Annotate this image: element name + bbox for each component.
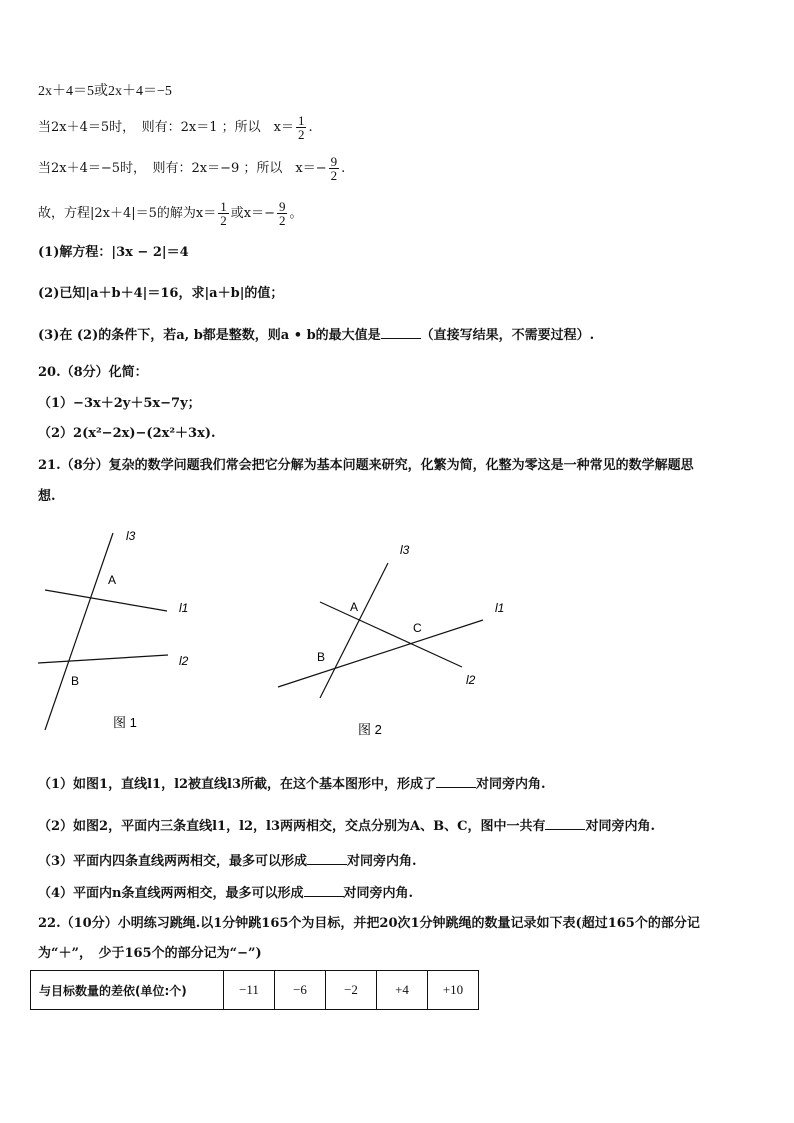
fraction: $\frac{9}{2}$ <box>278 199 286 228</box>
line-l3 <box>320 563 388 698</box>
q19-part-1: (1)解方程：|3x − 2|＝4 <box>38 245 189 260</box>
figure-caption: 图 2 <box>358 722 382 737</box>
solution-line-4: 故，方程|2x＋4|＝5的解为x＝ $\frac{1}{2}$ 或x＝− $\frac{9}{2}$ 。 <box>38 199 303 228</box>
q19-part-3: (3)在 (2)的条件下，若a, b都是整数，则a • b的最大值是 （直接写结果，不需要过程）. <box>38 328 595 343</box>
solution-line-3: 当2x＋4＝−5时， 则有：2x＝−9 ；所以 x＝− $\frac{9}{2}$ . <box>38 154 346 183</box>
answer-blank[interactable] <box>436 775 476 788</box>
figure-caption: 图 1 <box>113 715 137 730</box>
q20-title: 20.（8分）化简： <box>38 365 148 380</box>
solution-line-2-text: 当2x＋4＝5时， 则有：2x＝1 ；所以 x＝ <box>38 120 294 135</box>
point-c-label: C <box>413 621 422 635</box>
label-l3: l3 <box>126 529 136 543</box>
q21-title-line-2: 想. <box>38 489 56 504</box>
solution-line-3-text: 当2x＋4＝−5时， 则有：2x＝−9 ；所以 x＝− <box>38 161 327 176</box>
solution-line-2: 当2x＋4＝5时， 则有：2x＝1 ；所以 x＝ $\frac{1}{2}$ . <box>38 113 313 142</box>
q20-part-1: （1）−3x＋2y＋5x−7y； <box>38 396 201 411</box>
fraction: $\frac{1}{2}$ <box>220 199 227 228</box>
q21-part-4: （4）平面内n条直线两两相交，最多可以形成 对同旁内角. <box>38 886 414 901</box>
solution-line-4-text: 故，方程|2x＋4|＝5的解为x＝ <box>38 206 217 221</box>
table-cell: +4 <box>377 971 428 1010</box>
fraction: $\frac{1}{2}$ <box>297 113 305 142</box>
q20-part-2: （2）2(x²−2x)−(2x²＋3x). <box>38 426 216 441</box>
q22-title-line-1: 22.（10分）小明练习跳绳.以1分钟跳165个为目标，并把20次1分钟跳绳的数量记录如下表(超过165个的部分记 <box>38 916 700 931</box>
table-cell: −11 <box>224 971 275 1010</box>
line-l2 <box>320 602 462 667</box>
label-l3: l3 <box>400 543 410 557</box>
answer-blank[interactable] <box>307 852 347 865</box>
table-cell: −6 <box>275 971 326 1010</box>
q21-title-line-1: 21.（8分）复杂的数学问题我们常会把它分解为基本问题来研究，化繁为简，化整为零这是一种常见的数学解题思 <box>38 458 694 473</box>
table-row <box>31 971 479 1010</box>
table-header-cell: 与目标数量的差依(单位:个) <box>31 971 224 1010</box>
line-l1 <box>45 590 167 611</box>
q19-part-2: (2)已知|a＋b＋4|＝16，求|a＋b|的值； <box>38 286 284 301</box>
table-cell: −2 <box>326 971 377 1010</box>
q22-title-line-2: 为“＋”， 少于165个的部分记为“−”) <box>38 946 262 961</box>
label-l1: l1 <box>495 601 505 615</box>
line-l3 <box>45 533 113 730</box>
line-l2 <box>38 655 168 663</box>
point-b-label: B <box>71 674 80 688</box>
q21-part-1: （1）如图1，直线l1，l2被直线l3所截，在这个基本图形中，形成了 对同旁内角. <box>38 777 546 792</box>
point-a-label: A <box>108 573 117 587</box>
fraction: $\frac{9}{2}$ <box>330 154 338 183</box>
q21-part-3: （3）平面内四条直线两两相交，最多可以形成 对同旁内角. <box>38 854 417 869</box>
answer-blank[interactable] <box>304 884 344 897</box>
point-a-label: A <box>350 600 359 614</box>
label-l2: l2 <box>179 654 189 668</box>
jump-rope-table <box>30 970 479 1010</box>
table-cell: +10 <box>428 971 479 1010</box>
figure-2 <box>260 530 520 740</box>
q21-part-2: （2）如图2，平面内三条直线l1，l2，l3两两相交，交点分别为A、B、C，图中一共有 对同旁内角. <box>38 819 655 834</box>
label-l1: l1 <box>179 601 189 615</box>
label-l2: l2 <box>466 673 476 687</box>
solution-line-1: 2x＋4＝5或2x＋4＝−5 <box>38 84 172 99</box>
answer-blank[interactable] <box>381 326 421 339</box>
answer-blank[interactable] <box>545 817 585 830</box>
point-b-label: B <box>317 650 326 664</box>
figure-1 <box>0 520 240 745</box>
